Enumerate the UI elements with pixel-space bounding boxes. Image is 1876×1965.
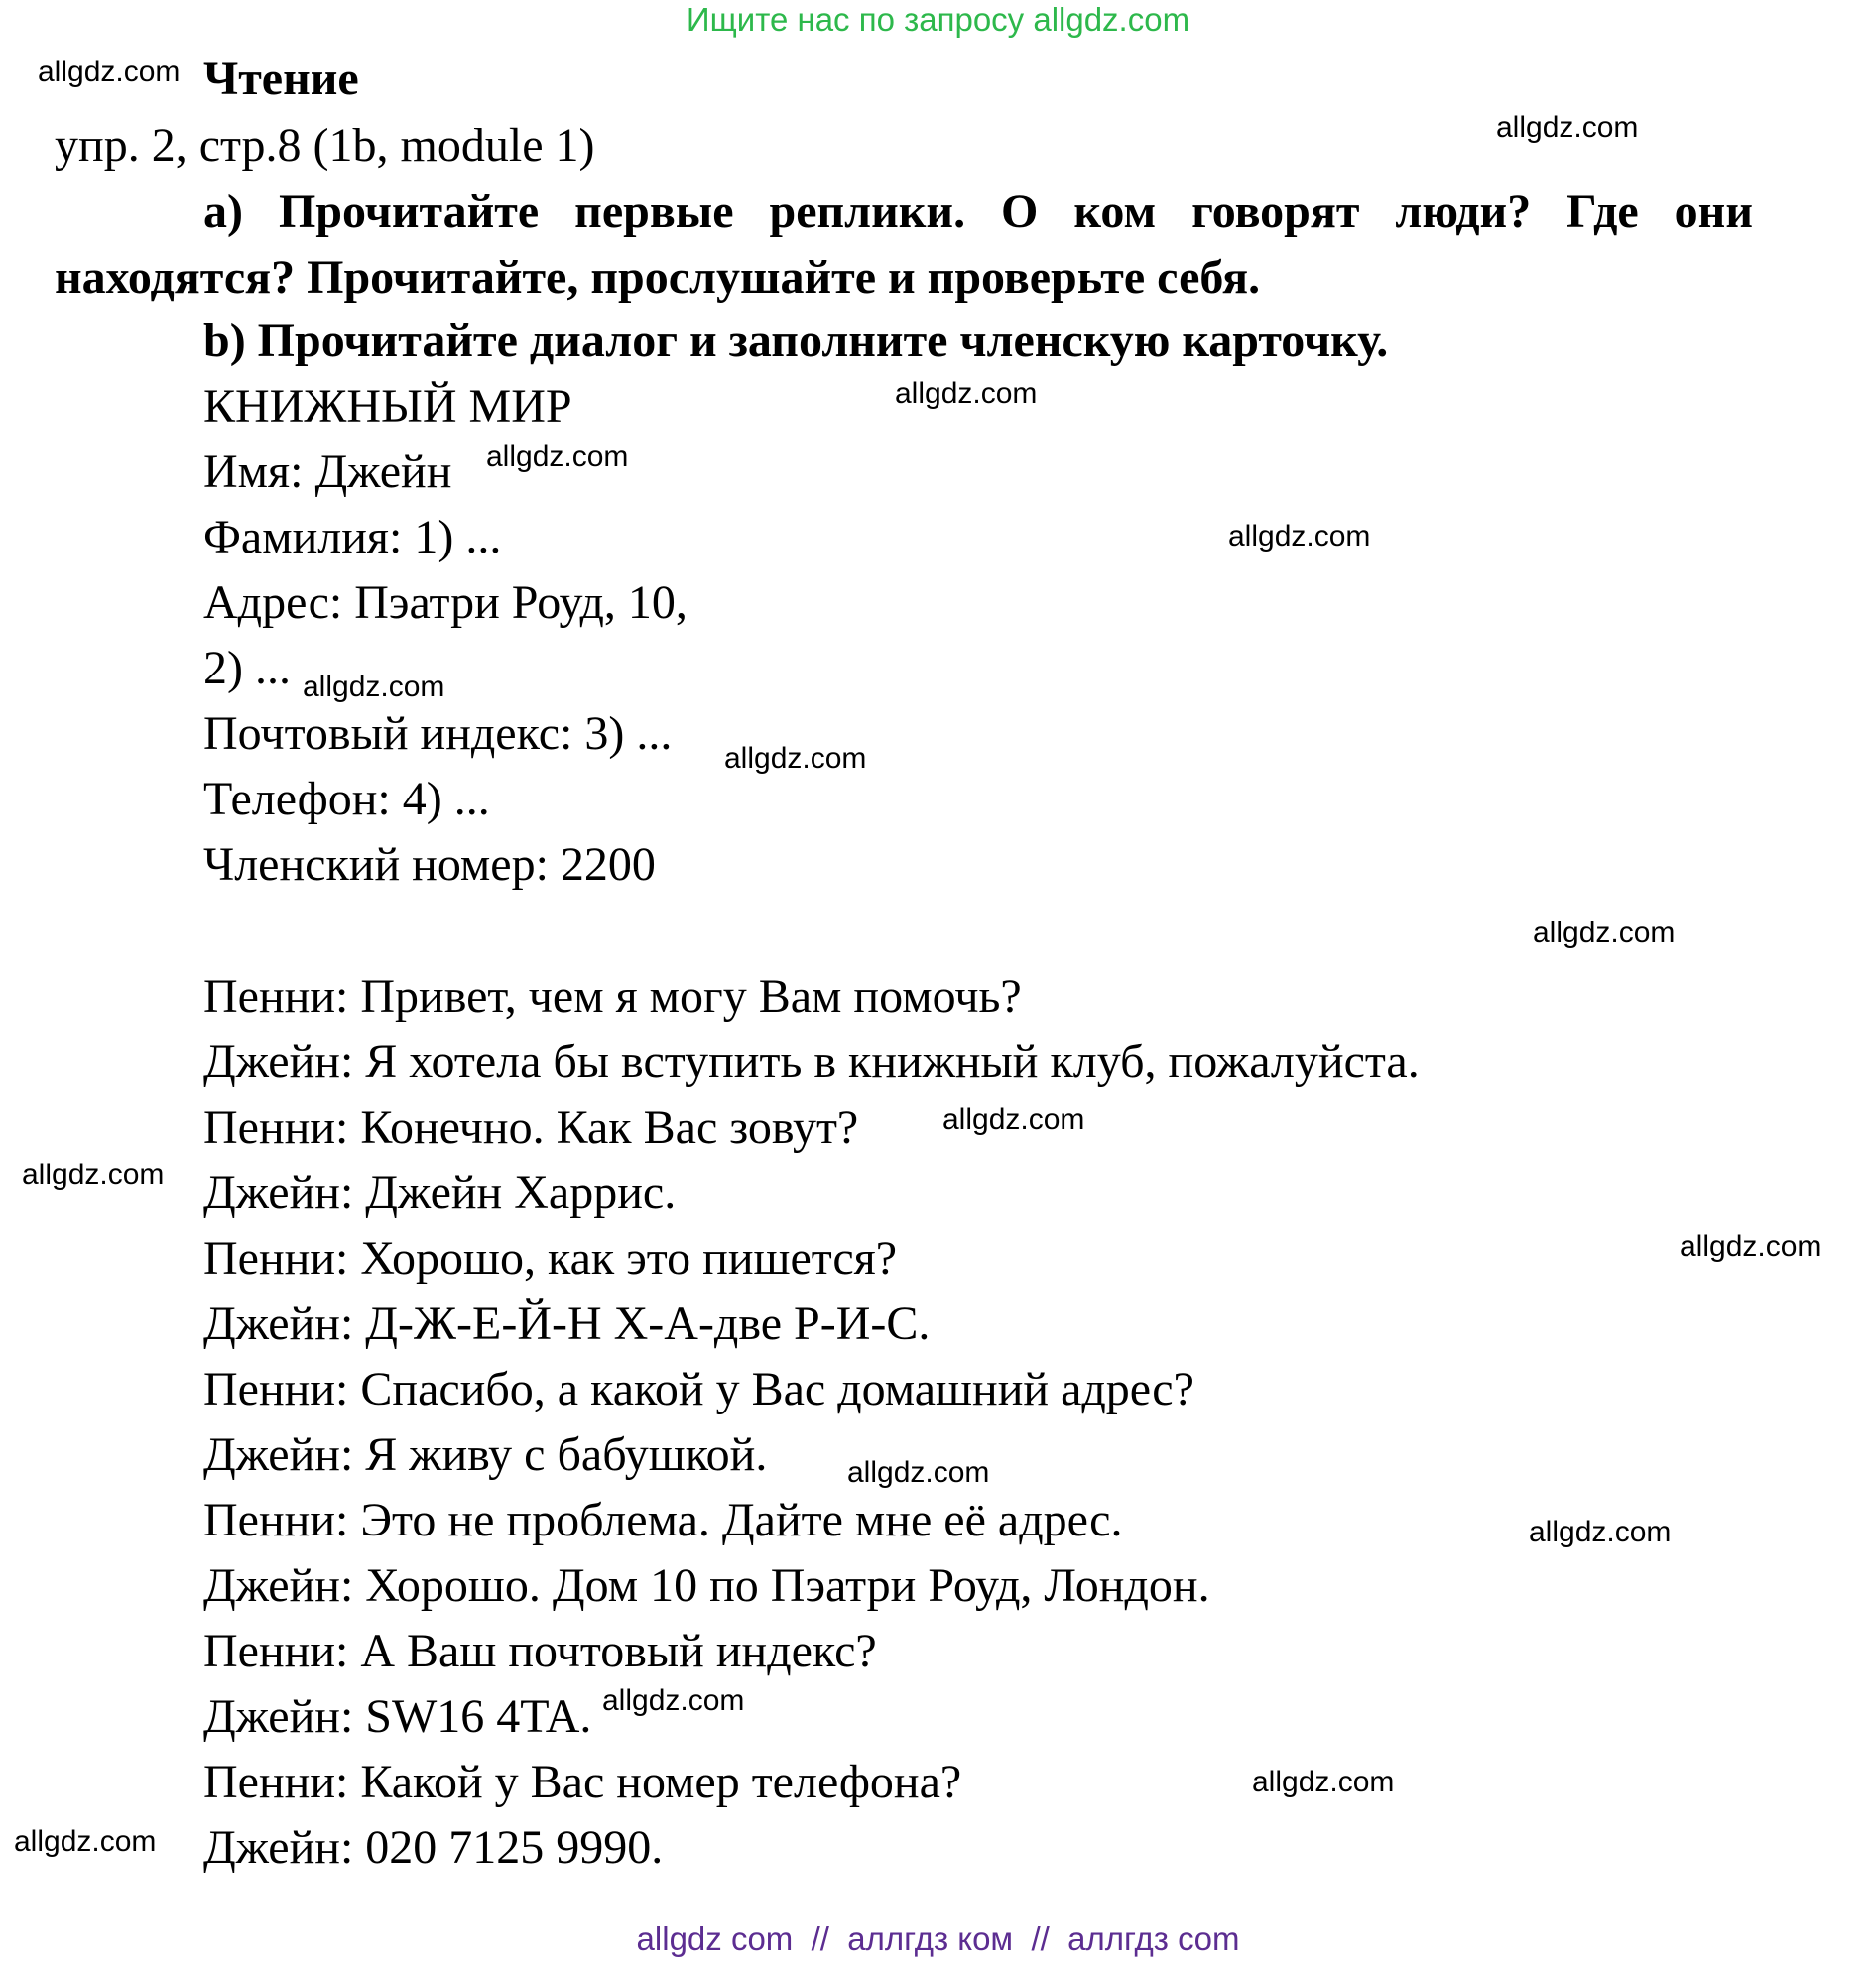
card-line-surname: Фамилия: 1) ... [203, 511, 502, 563]
watermark: allgdz.com [602, 1684, 745, 1717]
watermark: allgdz.com [1228, 520, 1371, 553]
exercise-reference: упр. 2, стр.8 (1b, module 1) [55, 119, 595, 172]
dialogue-line: Пенни: Хорошо, как это пишется? [203, 1232, 898, 1285]
banner-text: Ищите нас по запросу allgdz.com [686, 1, 1190, 38]
dialogue-line: Джейн: Д-Ж-Е-Й-Н Х-А-две Р-И-С. [203, 1297, 931, 1350]
watermark: allgdz.com [847, 1456, 990, 1489]
task-a-instruction: а) Прочитайте первые реплики. О ком говорят люди? Где они находятся? Прочитайте, прослушайте и проверьте себя. [55, 185, 1753, 304]
footer-text: allgdz com // аллгдз ком // аллгдз com [636, 1920, 1240, 1957]
dialogue-line: Джейн: 020 7125 9990. [203, 1821, 664, 1874]
section-title: Чтение [203, 53, 359, 105]
watermark: allgdz.com [14, 1825, 157, 1858]
watermark: allgdz.com [942, 1103, 1085, 1136]
watermark: allgdz.com [1529, 1516, 1672, 1548]
dialogue-line: Пенни: Спасибо, а какой у Вас домашний адрес? [203, 1363, 1194, 1415]
dialogue-line: Джейн: Я хотела бы вступить в книжный клуб, пожалуйста. [203, 1036, 1420, 1088]
card-line-address: Адрес: Пэатри Роуд, 10, [203, 576, 688, 629]
dialogue-line: Пенни: Какой у Вас номер телефона? [203, 1756, 962, 1808]
watermark: allgdz.com [1680, 1230, 1822, 1263]
watermark: allgdz.com [1533, 917, 1676, 949]
dialogue-line: Пенни: А Ваш почтовый индекс? [203, 1625, 877, 1677]
dialogue-line: Джейн: Джейн Харрис. [203, 1167, 677, 1219]
card-line-name: Имя: Джейн [203, 445, 452, 498]
dialogue-line: Джейн: SW16 4TA. [203, 1690, 592, 1743]
watermark: allgdz.com [22, 1159, 165, 1191]
card-line-member-number: Членский номер: 2200 [203, 838, 656, 891]
task-b-instruction: b) Прочитайте диалог и заполните членскую карточку. [203, 314, 1389, 367]
dialogue-line: Джейн: Я живу с бабушкой. [203, 1428, 768, 1481]
card-title: КНИЖНЫЙ МИР [203, 380, 572, 432]
card-line-postcode: Почтовый индекс: 3) ... [203, 707, 673, 760]
watermark: allgdz.com [303, 671, 445, 703]
watermark: allgdz.com [38, 56, 181, 88]
dialogue-line: Пенни: Это не проблема. Дайте мне её адрес. [203, 1494, 1123, 1546]
watermark: allgdz.com [1252, 1766, 1395, 1798]
card-line-address-2: 2) ... [203, 642, 291, 694]
dialogue-line: Джейн: Хорошо. Дом 10 по Пэатри Роуд, Лондон. [203, 1559, 1210, 1612]
dialogue-line: Пенни: Конечно. Как Вас зовут? [203, 1101, 859, 1154]
watermark: allgdz.com [895, 377, 1038, 410]
watermark: allgdz.com [724, 742, 867, 775]
watermark: allgdz.com [486, 440, 629, 473]
watermark: allgdz.com [1496, 111, 1639, 144]
card-line-phone: Телефон: 4) ... [203, 773, 490, 825]
dialogue-line: Пенни: Привет, чем я могу Вам помочь? [203, 970, 1022, 1023]
